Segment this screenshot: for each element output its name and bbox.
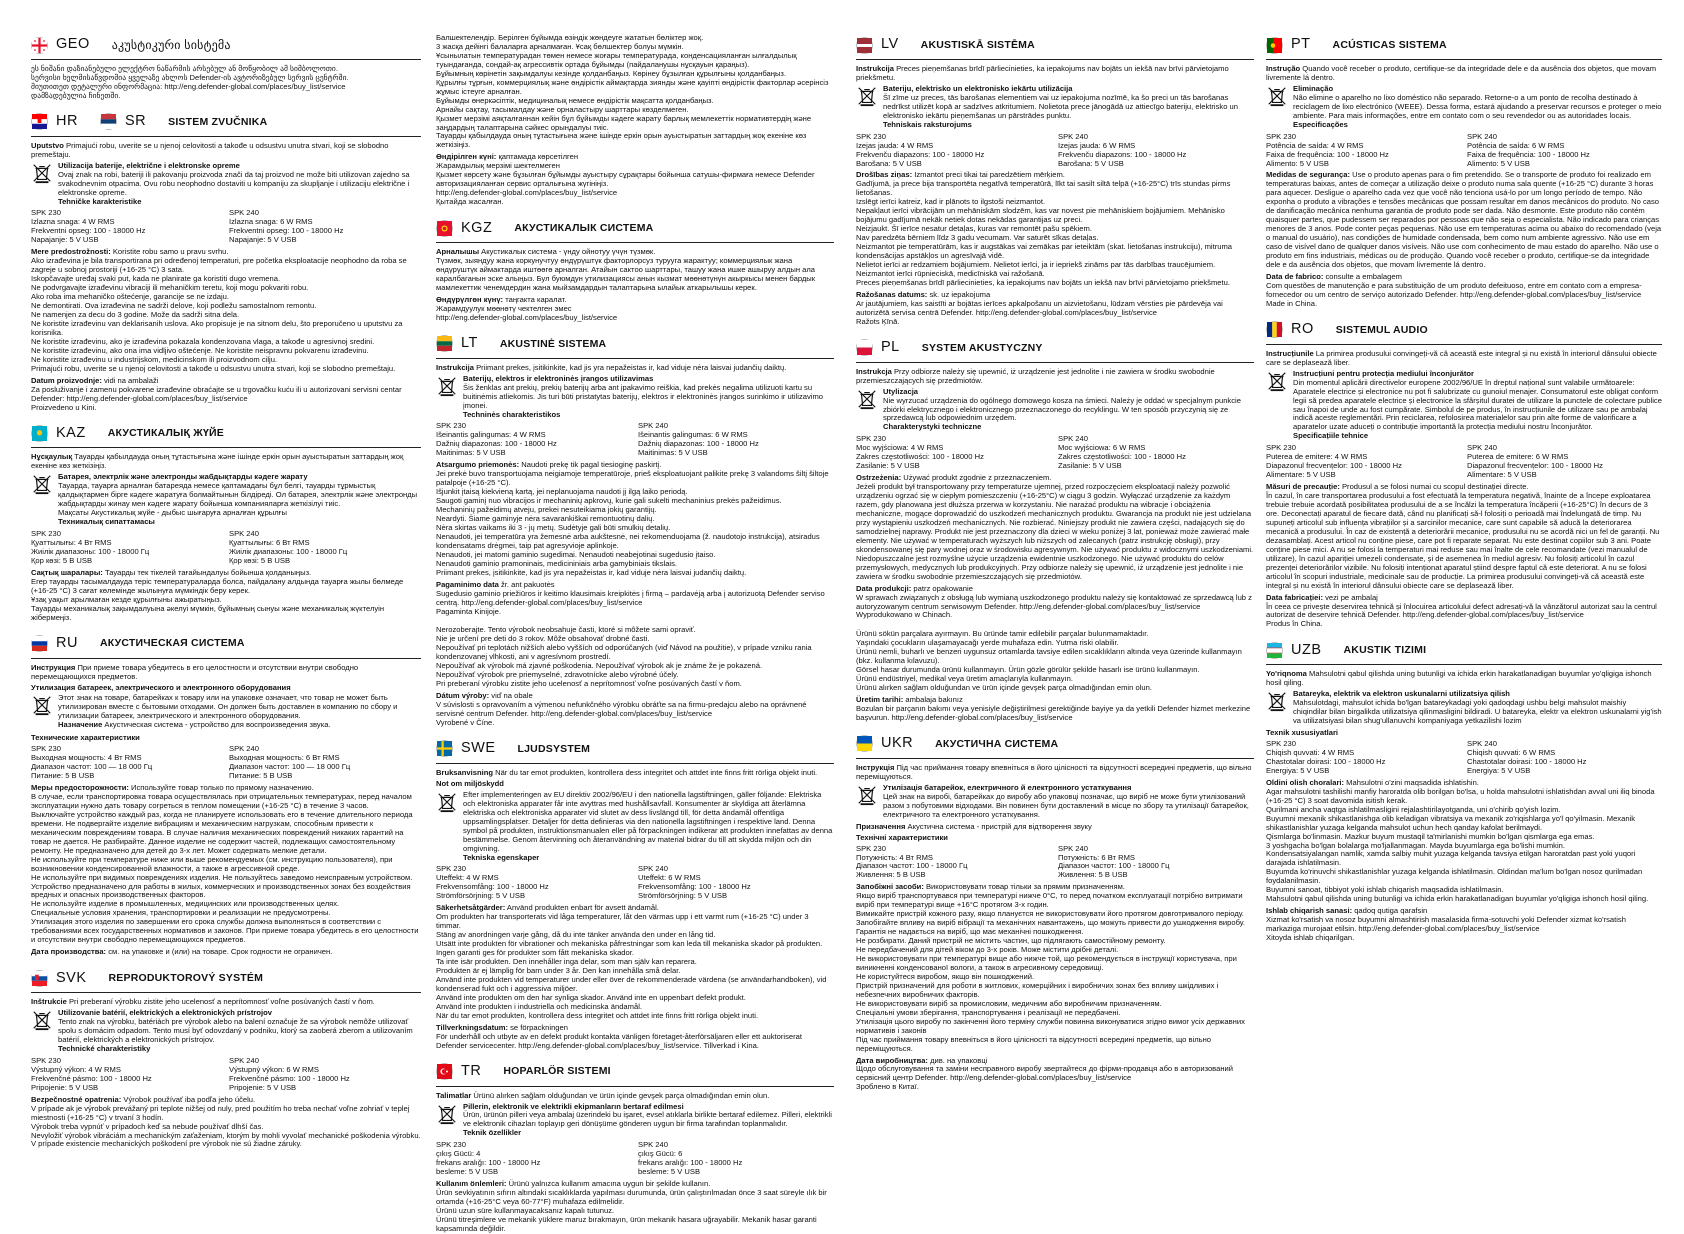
language-code: LV (881, 36, 899, 53)
language-code: SR (124, 113, 147, 130)
spec-table: SPK 230 Puterea de emitere: 4 W RMS Diapazonul frecvențelor: 100 - 18000 Hz Alimentare: 5 V USB SPK 240 Puterea de emitere: 6 W RMS Diapazonul frecvențelor: 100 - 18000 Hz Alimentare: 5 V USB (1266, 443, 1603, 480)
section-title: REPRODUKTOROVÝ SYSTÉM (108, 971, 264, 984)
safety: Säkerhetsåtgärder: Använd produkten enbart för avsett ändamål. Om produkten har transporterats vid låga temperaturer, låt den värmas upp i ett varmt rum (+16-25 °C) under 3 timmar. Stäng av anordningen varje gång, då du inte tänker använda den under en lång tid. Utsätt inte produkten för vibrationer och mekaniska påfrestningar som kan leda till mekaniska skador på produkten. Ingen garanti ges för produkter som fått mekaniska skador. Ta inte isär produkten. Den innehåller inga delar, som man själv kan reparera. Produkten är ej lämplig för barn under 3 år. Den kan innehålla små delar. Använd inte produkten vid temperaturer under eller över de rekommenderade värdena (se användarhandboken), vid kondenserad fukt och i aggressiva miljöer. Använd inte produkten om den har synliga skador. Använd inte en uppenbart defekt produkt. Använd inte produkten i industriella och medicinska ändamål. När du tar emot produkten, kontrollera dess integritet och attdet inte finns fritt rörliga objekt inuti. (436, 903, 827, 1020)
safety: Ostrzeżenia: Używać produkt zgodnie z przeznaczeniem. Jeżeli produkt był transportowany przy temperaturze ujemnej, przed rozpoczęciem eksploatacji należy pozwolić urządzeniu ogrzać się w ciepłym pomieszczeniu (+16-25°C) w ciągu 3 godzin. Wyłączać urządzenie za każdym razem, gdy planowana jest dłuższa przerwa w korzystaniu. Nie narażać produktu na wibracje i obciążenia mechaniczne, mogące doprowadzić do uszkodzeń mechanicznych produktu. Gwarancja na produkt nie jest udzielana przy wystąpieniu uszkodzeń mechanicznych. Nie rozbierać. Niniejszy produkt nie zawiera części, nadających się do samodzielnej naprawy. Produkt nie jest przeznaczony dla dzieci w wieku poniżej 3 lat, ponieważ może zawierać małe elementy. Nie używać w temperaturach wyższych lub niższych od zalecanych (patrz instrukcję obsługi), przy skondensowanej się pary wodnej oraz w środowisku agresywnym. Nie używać produktu z widocznymi uszkodzeniami. Niedopuszczalne jest rozmyślne użycie urządzenia ewidentnie uszkodzonego. Nie używać produktu do celów przemysłowych, medycznych lub produkcyjnych. Przy odbiorze należy się upewnić, iż urządzenie jest jednolite i nie zawiera w środku swobodnie przemieszczających się przedmiotów. (856, 473, 1254, 581)
language-code: PL (881, 339, 900, 356)
spec-table: SPK 230 Moc wyjściowa: 4 W RMS Zakres częstotliwości: 100 - 18000 Hz Zasilanie: 5 V USB SPK 240 Moc wyjściowa: 6 W RMS Zakres częstotliwości: 100 - 18000 Hz Zasilanie: 5 V USB (856, 434, 1186, 471)
section-header (856, 733, 1254, 759)
crossed-bin-icon (31, 473, 53, 495)
section-header (31, 967, 421, 993)
production: Өндірілген күні: қаптамада көрсетілген Жарамдылық мерзімі шектелмеген Қызмет көрсету және бұзылған бұйымды ауыстыру сұрақтары бойынша сатушы-фирмаға немесе Defender авторизацияланған сервис орталығына жүгініңіз. http://eng.defender-global.com/places/buy_list/service Қытайда жасалған. (436, 152, 815, 207)
disposal-block: Pillerin, elektronik ve elektrikli ekipmanların bertaraf edilmesi Ürün, ürünün pilleri veya ambalaj üzerindeki bu işaret, evsel atıklarla birlikte bertaraf edilemez. Pilleri, elektrikli ve elektronik cihazları toplayıp geri dönüşüme gönderen uygun bir firma tarafından toplanmalıdır. Teknik özellikler (436, 1103, 834, 1139)
georgia-flag-icon (31, 37, 48, 54)
safety: Drošības ziņas: Izmantot preci tikai tai paredzētiem mērķiem. Gadījumā, ja prece bija transportēta negatīvā temperatūrā, līkt tai sasilt siltā telpā (+16-25°C) trīs stundas pirms lietošanas. Izslēgt ierīci katreiz, kad ir plānots to ilgstoši neizmantot. Nepakļaut ierīci vibrācijām un mehāniskām slodzēm, kas var novest pie mehāniskiem bojājumiem. Mehānisko bojājumu gadījumā nekāk netiek dotas nekādas garantijas uz preci. Neizjaukt. Šī ierīce nesatur detaļas, kuras var remontēt pašu spēkiem. Nav paredzēta bērniem līdz 3 gadu vecumam. Var saturēt sīkas detaļas. Neizmantot pie temperatūrām, kas ir augstākas vai zemākas par ieteiktām (skat. lietošanas instrukciju), mitruma kondensācijas apstākļos un agresīvajā vidē. Nelietot ierīci ar redzamiem bojājumiem. Nelietot ierīci, ja ir iepriekš zināms par tās darbības traucējumiem. Neizmantot ierīci rūpnieciskā, medicīniskā vai ražošanā. Preces pieņemšanas brīdī pārliecinieties, ka iepakojums nav bojāts un iekšā nav brīvi pārvietojamo priekšmetu. (856, 170, 1233, 287)
croatia-flag-icon (31, 113, 48, 130)
disposal-block: Bateriju, elektrisko un elektronisko iekārtu utilizācija Šī zīme uz preces, tās barošanas elementiem vai uz iepakojuma nozīmē, ka šo preci un tās barošanas nedrīkst utilizēt kopā ar sadzīves atkritumiem. Nolietota prece jānogādā uz attiecīgo bateriju, elektrisko un elektronisko iekārtu pieņemšanas un pārstrādes punktu. Tehniskais raksturojums (856, 85, 1254, 130)
lithuania-flag-icon (436, 335, 453, 352)
section-title: SISTEM ZVUČNIKA (168, 115, 268, 128)
section-title: აკუსტიკური სისტემა (111, 37, 231, 52)
section-title: AKUSTIK TIZIMI (1343, 644, 1427, 657)
crossed-bin-icon (1266, 370, 1288, 392)
intro: Uputstvo Primajući robu, uverite se u njenoj celovitosti a takođe u odsustvu unutra stvari, koji se slobodno premeštaju. (31, 140, 389, 159)
intro: Нұсқаулық Тауарды қабылдауда оның тұтастығына және ішінде еркін орын ауыстыратын заттардың жоқ екеніне көз жеткізіңіз. (31, 452, 404, 471)
romania-flag-icon (1266, 321, 1283, 338)
disposal-block: Utylizacja Nie wyrzucać urządzenia do ogólnego domowego kosza na śmieci. Należy je oddać w specjalnym punkcie zbiórki elektrycznego i elektronicznego przeznaczonego do recyklingu. W ten sposób przyczynią się ze sprzedawcą lub odpowiednim urzędem. Charakterystyki techniczne (856, 388, 1254, 433)
section-title: SYSTEM AKUSTYCZNY (921, 341, 1043, 354)
sweden-flag-icon (436, 740, 453, 757)
safety: Bezpečnostné opatrenia: Výrobok používať iba podľa jeho účelu. V prípade ak je výrobok prevážaný pri teplote nižšej od nuly, pred použitím ho treba nechať voľne zohriať v teplej miestnosti (+16-25 °C) v trvaní 3 hodín. Výrobok treba vypnúť v prípadoch keď sa nebude používať dlhší čas. Nevyložiť výrobok vibráciám a mechanickým zaťaženiam, ktorým by mohli vyvolať mechanické poškodenia výrobku. V prípade existencie mechanických poškodení pre výrobok nie sú žiadne záruky. (31, 1094, 421, 1149)
uzbekistan-flag-icon (1266, 642, 1283, 659)
crossed-bin-icon (856, 388, 878, 410)
section-header (436, 738, 834, 764)
language-code: UZB (1291, 641, 1322, 658)
disposal-block: Baterijų, elektros ir elektroninės įrangos utilizavimas Šis ženklas ant prekių, prekių baterijų arba ant įpakavimo reiškia, kad prekės negalima utilizuoti kartu su buitinėmis atliekomis. Jis turi būti pristatytas baterijų, elektros ir elektroninės įrangos surinkimo ir utilizavimo įmonei. Techninės charakteristikos (436, 375, 834, 420)
specs-label: Texnik xususiyatlari (1266, 728, 1339, 738)
crossed-bin-icon (436, 1103, 458, 1125)
column-3 (856, 34, 1254, 1174)
section-title: АКУСТИКАЛЫҚ ЖҮЙЕ (107, 427, 224, 440)
section-header (436, 333, 834, 359)
section-tr (436, 1061, 834, 1234)
language-code: KAZ (56, 424, 86, 441)
language-code: TR (461, 1062, 482, 1079)
section-lt (436, 333, 834, 617)
section-geo (31, 34, 421, 101)
crossed-bin-icon (856, 784, 878, 806)
column-2 (436, 33, 834, 1233)
ukraine-flag-icon (856, 735, 873, 752)
section-kaz (31, 422, 421, 622)
section-title: ACÚSTICAS SISTEMA (1332, 38, 1447, 51)
section-header (31, 422, 421, 448)
production: Pagaminimo data žr. ant pakuotės Sugedusio gaminio priežiūros ir keitimo klausimais kreipkitės į firmą – pardavėją arba į autorizuotą Defender serviso centrą. http://eng.defender-global.com/places/buy_list/service Pagaminta Kinijoje. (436, 579, 825, 616)
intro: Інструкція Під час приймання товару впевніться в його цілісності та відсутності всередині предметів, що вільно переміщуються. (856, 762, 1252, 781)
language-code: KGZ (461, 219, 493, 236)
language-code: SVK (56, 969, 87, 986)
production: Өндүрүлгөн күнү: таңгакта каралат. Жарамдуулук мөөнөтү чектелген эмес http://eng.defender-global.com/places/buy_list/service (436, 294, 618, 322)
section-tr-continued: Ürünü sökün parçalara ayırmayın. Bu üründe tamir edilebilir parçalar bulunmamaktadır. Yaşındaki çocukların ulaşamayacağı yerde muhafaza edin. Yutma riski olabilir. Ürünü nemli, buharlı ve benzeri uygunsuz ortamlarda tavsiye edilen sıcaklıkların altında veya üzerinde kullanmayın (bkz. kullanma kılavuzu). Görsel hasar durumunda ürünü kullanmayın. Ürün gözle görülür şekilde hasarlı ise ürünü kullanmayın. Ürünü endüstriyel, medikal veya üretim amaçlarıyla kullanmayın. Ürünü alırken sağlam olduğundan ve ürün içinde gevşek parça olmadığından emin olun. Üretim tarihi: ambalaja bakınız Bozulan bir parçanın bakımı veya yenisiyle değiştirilmesi gerektiğinde bayiye ya da yetkili Defender hizmet merkezine başvurun. http://eng.defender-global.com/places/buy_list/service (856, 630, 1254, 723)
column-1 (31, 34, 421, 1174)
section-pt (1266, 34, 1662, 309)
section-title: AKUSTISKĀ SISTĒMA (920, 38, 1035, 51)
language-code: RU (56, 635, 78, 652)
section-pl (856, 337, 1254, 621)
spec-table: SPK 230 Izlazna snaga: 4 W RMS Frekventni opseg: 100 - 18000 Hz Napajanje: 5 V USB SPK 240 Izlazna snaga: 6 W RMS Frekventni opseg: 100 - 18000 Hz Napajanje: 5 V USB (31, 208, 344, 245)
crossed-bin-icon (1266, 85, 1288, 107)
spec-table: SPK 230 Қуаттылығы: 4 Вт RMS Жиілік диапазоны: 100 - 18000 Гц Қор көзі: 5 В USB SPK 240 Қуаттылығы: 6 Вт RMS Жиілік диапазоны: 100 - 18000 Гц Қор көзі: 5 В USB (31, 529, 348, 565)
safety: Atsargumo priemonės: Naudoti prekę tik pagal tiesioginę paskirtį. Jei prekė buvo transportuojama neigiamoje temperatūroje, prieš eksploatuojant palikite prekę 3 valandoms šiltį šiltoje patalpoje (+16-25 °C). Išjunkit įtaisą kiekvieną kartą, jei neplanuojama naudoti jį ilgą laiko periodą. Saugoti gaminį nuo vibracijos ir mechaninių apkrovų, kurie gali sukelti mechaninius prekės pažeidimus. Mechaninių pažeidimų atveju, prekei nesuteikiama jokių garantijų. Neardyti. Šiame gaminyje nėra savarankiškai remontuotinų dalių. Nėra skirtas vaikams iki 3 - jų metų. Sudėtyje gali būti smulkių detalių. Nenaudoti, jei temperatūra yra žemesnė arba aukštesnė, nei rekomenduojama (ž. naudotojo instrukcija), atsiradus kondensatams drėgmei, taip pat agresyvioje aplinkoje. Nenaudoti, jei matomi gaminio sugedimai. Nenaudoti neabejotinai sugedusio įtaiso. Nenaudoti gaminio pramoninais, medicininiais arba gamybiniais tikslais. Priimant prekes, įsitikinkite, kad jis yra nepažeistas ir, kad viduje nėra laisvai judančių daiktų. (436, 460, 829, 577)
production: Ražošanas datums: sk. uz iepakojuma Ar jautājumiem, kas saistīti ar bojātas ierīces apkalpošanu un aizvietošanu, lūdzam vērsties pie pārdevēja vai autorizētā servisa centrā Defender. http://eng.defender-global.com/places/buy_list/service Ražots Ķīnā. (856, 289, 1223, 326)
crossed-bin-icon (856, 85, 878, 107)
safety: Kullanım önlemleri: Ürünü yalnızca kullanım amacına uygun bir şekilde kullanın. Ürün sevkiyatının sıfırın altındaki sıcaklıklarda yapılması durumunda, ürün çalıştırılmadan önce 3 saat süreyle ılık bir ortamda (+16-25°C veya 60-77°F) muhafaza edilmelidir. Ürünü uzun süre kullanmayacaksanız kapalı tutunuz. Ürünü titreşimlere ve mekanik yüklere maruz bırakmayın, ürün mekanik hasara uğrayabilir. Mekanik hasar garanti kapsamında değildir. (436, 1179, 827, 1233)
production: Üretim tarihi: ambalaja bakınız Bozulan bir parçanın bakımı veya yenisiyle değiştirilmesi gerektiğinde bayiye ya da yetkili Defender hizmet merkezine başvurun. http://eng.defender-global.com/places/buy_list/service (856, 695, 1251, 722)
crossed-bin-icon (31, 1009, 53, 1031)
portugal-flag-icon (1266, 37, 1283, 54)
safety: Măsuri de precauție: Produsul a se folosi numai cu scopul destinației directe. În cazul, în care transportarea produsului a fost efectuată la temperatura negativă, înainte de a începe exploatarea trebuie trebuie acordată posibilitatea produsului de a se încălzi la temperatura încăperii (+16-25°C) în decurs de 3 ore. Deconectați aparatul de fiecare dată, când nu planificați să-l folosiți o perioadă mai îndelungată de timp. Nu supuneți articolul sub influența vibrațiilor și a sarcinilor mecanice, care sunt capabile să aducă la deteriorarea mecanică a produsului. În caz de existență a deteriorării mecanice, produsului nu se acordă nici un fel de garanții. Nu dezasamblați. Acest articol nu conține piese, care pot fi reparate separat. Nu este destinat copiilor sub 3 ani. Poate conține piese mici. A nu se folosi la temperaturi mai reduse sau mai înalte de cele recomandate (vezi manualul de utilizare), în cazul apariției umezeli condensate, și de asemenea în mediul agresiv. Nu folosiți articolul în cazul prezenței deteriorărilor vizibile. Nu folosiți intenționat aparatul știind despre faptul că este deteriorat. A nu se folosi articolul în scopuri industriale, medicinale sau de producție. La primirea produsului convingeți-vă că această este integral și nu există în interiorul dânsului obiecte care se deplasează liber. (1266, 482, 1660, 590)
language-code: LT (461, 335, 478, 352)
crossed-bin-icon (436, 375, 458, 397)
spec-table: SPK 230 Išeinantis galingumas: 4 W RMS Dažnių diapazonas: 100 - 18000 Hz Maitinimas: 5 V USB SPK 240 Išeinantis galingumas: 6 W RMS Dažnių diapazonas: 100 - 18000 Hz Maitinimas: 5 V USB (436, 421, 759, 458)
section-header (856, 337, 1254, 363)
purpose: Призначення Акустична система - пристрій для відтворення звуку (856, 821, 1092, 831)
disposal-block: Utilizacija baterije, električne i elektronske opreme Ovaj znak na robi, bateriji ili pakovanju proizvoda znači da taj proizvod ne može biti utilizovan zajedno sa svakodnevnim otpacima. Ovu robu neophodno dostaviti u kompaniju za skupljanje i utilizaciju električne i elektronske opreme. Tehničke karakteristike (31, 162, 421, 207)
production: Dátum výroby: viď na obale V súvislosti s opravovaním a výmenou nefunkčného výrobku obráťte sa na firmu-predajcu alebo na oprávnené servisné centrum Defender. http://eng.defender-global.com/places/buy_list/service Vyrobené v Číne. (436, 691, 807, 727)
intro: Instrukcja Przy odbiorze należy się upewnić, iż urządzenie jest jednolite i nie zawiera w środku swobodnie przemieszczających się przedmiotów. (856, 366, 1215, 385)
disposal-block: Efter implementeringen av EU direktiv 2002/96/EU i den nationella lagstiftningen, gäller följande: Elektriska och elektroniska apparater får inte avyttras med hushållsavfall. Konsumenter är skyldiga att återlämna elektriska och elektroniska apparater vid slutet av dess livslängd till, för detta ändamål offentliga uppsamlingsplatser. Detaljer för detta definieras via den nationella lagstiftningen i respektive land. Denna symbol på produkten, instruktionsmanualen eller på förpackningen indikerar att produkten innefattas av denna bestämmelse. Genom återvinning och återanvändning av material bidrar du till att skydda miljön och din omgivning. Tekniska egenskaper (436, 791, 834, 863)
language-code: HR (56, 113, 78, 130)
language-code: PT (1291, 36, 1311, 53)
section-ukr (856, 733, 1254, 1092)
section-title: HOPARLÖR SISTEMI (503, 1065, 611, 1078)
production: Data fabricației: vezi pe ambalaj În ceea ce privește deservirea tehnică și înlocuirea articolului defect adresați-vă la vânzătorul autorizat sau la centrul autorizat de deservire tehnică Defender. http://eng.defender-global.com/places/buy_list/service Produs în China. (1266, 592, 1657, 629)
language-code: UKR (881, 735, 914, 752)
disposal-block: Eliminação Não elimine o aparelho no lixo doméstico não separado. Retorne-o a um ponto de recolha destinado à reciclagem de lixo electrónico (WEEE). Dessa forma, estará ajudando a preservar recursos e proteger o meio ambiente. Para mais informações, entre em contato com o seu revendedor ou as autoridades locais. Especificações (1266, 85, 1662, 130)
crossed-bin-icon (436, 791, 458, 813)
section-title: АКУСТИКАЛЫК СИСТЕМА (514, 221, 654, 234)
disposal-block: Батарея, электрлік және электронды жабдықтарды кәдеге жарату Тауарда, тауарға арналған батареяда немесе қаптамадағы бұл белгі, тауарды тұрмыстық қалдықтармен бірге кәдеге жаратуға болмайтынын білдіреді. Ол батарея, электрлік және электронды жабдықтарды жинау мен кәдеге жарату бойынша компанияларға жеткізілуі тиіс. Мақсаты Акустикалық жүйе - дыбыс шығаруға арналған құрылғы Техникалық сипаттамасы (31, 473, 421, 527)
section-header (31, 34, 421, 60)
language-code: GEO (56, 36, 90, 53)
section-header (856, 34, 1254, 60)
safety: Oldini olish choralari: Mahsulotni o'zini maqsadida ishlatishin. Agar mahsulotni tashilishi manfiy haroratda olib borilgan bo'lsa, u holda mahsulotni ishlatishdan avval uni iliq binoda (+16-25 °C) 3 soat davomida isitish kerak. Qurilmani ancha vaqtga ishlatilmasligini rejalashtirilayotganda, uni o'chirib qo'yish lozim. Buyumni mexanik shikastlanishga olib keladigan vibratsiya va mexanik zo'riqishlarga yo'l qo'yilmasin. Mexanik shikastlanishlar yuzaga kelganda mahsulot uchun hech qanday kafolat berilmaydi. Qismlarga bo'linmasin. Mazkur buyum mustaqil ta'mirlanishi mumkin bo'lgan qismlarga ega emas. 3 yoshgacha bo'lgan bolalarga mo'ljallanmagan. Mayda buyumlarga ega bo'lishi mumkin. Kondensatsiyalangan namlik, xamda salbiy muhit yuzaga kelganda tavsiya etilgan haroratdan past yoki yuqori darajada ishlatilmasin. Buyumda ko'rinuvchi shikastlanishlar yuzaga kelganda ishlatilmasin. Oldindan ma'lum bo'lgan nosoz qurilmadan foydalanilmasin. Buyumni sanoat, tibbiyot yoki ishlab chiqarish maqsadida ishlatilmasin. Mahsulotni qabul qilishda uning butunligi va ichida erkin harakatlanadigan buyumlar yo'qligiga ishonch hosil qiling. (1266, 777, 1655, 904)
kazakhstan-flag-icon (31, 425, 48, 442)
production: Datum proizvodnje: vidi na ambalaži Za posluživanje i zamenu pokvarene izrađevine obraćajte se u trgovačku kuću ili u autorizovani servisni centar Defender: http://eng.defender-global.com/places/buy_list/service Proizvedeno u Kini. (31, 375, 402, 412)
spec-table: SPK 230 Izejas jauda: 4 W RMS Frekvenču diapazons: 100 - 18000 Hz Barošana: 5 V USB SPK 240 Izejas jauda: 6 W RMS Frekvenču diapazons: 100 - 18000 Hz Barošana: 5 V USB (856, 131, 1187, 168)
section-header (1266, 639, 1662, 665)
disposal-block: Utilizovanie batérií, elektrických a elektronických prístrojov Tento znak na výrobku, batériách pre výrobok alebo na balení označuje že sa výrobok nemôže utilizovať spolu s domácim odpadom. Tento musí byť odovzdaný v podniku, ktorý sa zaoberá zberom a utilizovaním batérií, elektrických a elektronických prístrojov. Technické charakteristiky (31, 1009, 421, 1054)
section-ro (1266, 319, 1662, 630)
intro: Арналышы Акустикалык система - үнду ойнотуу үчүн түзмөк. Түзмөк, зыяндуу жана коркунучтуу өндүрүштүк факторлорсуз турууга жарактуу; коммерциялык жана өндүрүштүк аймактарда иштөөгө арналган. Атайын сактоо шарттары, ташуу жана ишке ашыруу алдын ала каралбаганын эске алыңыз. Бул буюмдун утилизациясы анын кызмат мөөнөтүнүн акыркысы менен бардык мамлекеттик ченемдердин жана мыйзамдардын талаптарына ылайык аткарылышы керек. (436, 247, 816, 292)
crossed-bin-icon (1266, 690, 1288, 712)
section-ru (31, 633, 421, 958)
production: Tillverkningsdatum: se förpackningen För underhåll och utbyte av en defekt produkt kontakta vänligen företaget-återförsäljaren eller ett auktoriserat Defender servicecenter. http://eng.defender-global.com/places/buy_list/service. Tillverkad i Kina. (436, 1022, 802, 1050)
crossed-bin-icon (31, 694, 53, 716)
kyrgyzstan-flag-icon (436, 220, 453, 237)
spec-table: SPK 230 Выходная мощность: 4 Вт RMS Диапазон частот: 100 — 18 000 Гц Питание: 5 В USB SPK 240 Выходная мощность: 6 Вт RMS Диапазон частот: 100 — 18 000 Гц Питание: 5 В USB (31, 744, 351, 781)
disposal-block: Утилізація батарейок, електричного й електронного устаткування Цей знак на виробі, батарейках до виробу або упаковці позначає, що виріб не може бути утилізований разом з побутовими відходами. Він повинен бути доставлений в місце по збору та утилізації батарейок, електричного та електронного устаткування. (856, 784, 1254, 820)
disposal-block: Batareyka, elektrik va elektron uskunalarni utilizatsiya qilish Mahsulotdagi, mahsulot ichida bo'lgan batareykadagi yoki qadoqdagi ushbu belgi mahsulot maishiy chiqindilar bilan birgalikda utilizatsiya qilinmasligini bildiradi. U batareyka, elektr va elektron uskunalarni yig'ish va utilizatsiyasi bilan shug'ullanuvchi kompaniyaga yetkazilishi lozim (1266, 690, 1662, 726)
language-code: RO (1291, 321, 1314, 338)
section-title: АКУСТИЧЕСКАЯ СИСТЕМА (99, 637, 245, 650)
section-kgz (436, 217, 834, 323)
spec-table: SPK 230 Потужність: 4 Вт RMS Діапазон частот: 100 - 18000 Гц Живлення: 5 В USB SPK 240 Потужність: 6 Вт RMS Діапазон частот: 100 - 18000 Гц Живлення: 5 В USB (856, 843, 1170, 880)
section-title: SISTEMUL AUDIO (1335, 323, 1428, 336)
disposal-title: Not om miljöskydd (436, 778, 504, 788)
specs-label: Технічні характеристики (856, 832, 948, 842)
intro: Yo'riqnoma Mahsulotni qabul qilishda uning butunligi va ichida erkin harakatlanadigan buyumlar yo'qligiga ishonch hosil qiling. (1266, 669, 1652, 688)
safety: Сақтық шаралары: Тауарды тек тікелей тағайындалуы бойынша қолданыңыз. Егер тауарды тасымалдауда теріс температураларда болса, пайдалану алдында тауарға жылы бөлмеде (+16-25 °C) 3 сағат көлемінде жылынуға мүмкіндік беру керек. Ұзақ уақыт арылмаған кезде құрылғыны ажыратыңыз. Тауарды механикалық зақымдалуына әкелуі мүмкін, бұйымның сынуы және механикалық жүктелуін жібермеңіз. (31, 567, 404, 622)
production: Дата виробництва: див. на упаковці Щодо обслуговування та заміни несправного виробу звертайтеся до фірми-продавця або в авторизований сервісний центр Defender. http://eng.defender-global.com/places/buy_list/service Зроблено в Китаї. (856, 1055, 1234, 1092)
language-code: SWE (461, 740, 496, 757)
disposal-title: Утилизация батареек, электрического и электронного оборудования (31, 682, 291, 692)
spec-table: SPK 230 Chiqish quvvati: 4 W RMS Chastotalar doirasi: 100 - 18000 Hz Energiya: 5 V USB SPK 240 Chiqish quvvati: 6 W RMS Chastotalar doirasi: 100 - 18000 Hz Energiya: 5 V USB (1266, 739, 1587, 775)
spec-table: SPK 230 Uteffekt: 4 W RMS Frekvensomfång: 100 - 18000 Hz Strömförsörjning: 5 V USB SPK 240 Uteffekt: 6 W RMS Frekvensomfång: 100 - 18000 Hz Strömförsörjning: 5 V USB (436, 864, 751, 901)
safety: Medidas de segurança: Use o produto apenas para o fim pretendido. Se o transporte de produto foi realizado em temperaturas baixas, antes de começar a utilização deixe o produto numa sala quente (+16-25 °C) durante 3 horas para aquecer. Desligue o aparelho cada vez que você não tenciona usá-lo por um longo período de tempo. Não exponha o produto a vibrações e tensões mecânicas que possam resultar em danos mecânicos do produto. No caso de danificação mecânica nenhuma garantia de produto pode ser dada. Não desmonte. Este produto não contém quaisquer partes, que pudessem ser reparados por pessoas que não seja o especialista. Não indicado para crianças menores de 3 anos. Pode conter peças pequenas. Não use em temperaturas acima ou abaixo do recomendado (veja o manual do usuário), nas condições de humidade condensada, bem como num ambiente agressivo. Não use em caso de visível dano de qualquer danos visíveis. Não use com conhecimento de mau estado do aparelho. Não use o produto em fins industriais, médicas ou de produção. Quando você receber o produto, certifique-se da integridade dele e da ausência dos objetos, que movam livremente lá dentro. (1266, 170, 1662, 270)
section-hr (31, 111, 421, 413)
production: Data produkcji: patrz opakowanie W sprawach związanych z obsługą lub wymianą uszkodzonego produktu należy się kontaktować ze sprzedawcą lub z autoryzowanym centrum serwisowym Defender. http://eng.defender-global.com/places/buy_list/service Wyprodukowano w Chinach. (856, 583, 1252, 620)
section-swe (436, 738, 834, 1051)
latvia-flag-icon (856, 37, 873, 54)
safety: Запобіжні засоби: Використовувати товар тільки за прямим призначенням. Якщо виріб транспортувався при температурі нижче 0°С, то перед початком експлуатації потрібно витримати виріб при температурі вище +16°С протягом 3-х годин. Вимикайте пристрій кожного разу, якщо плануєтся не використовувати його протягом довготривалого періоду. Запобігайте впливу на виріб вібрації та механічних навантажень, що можуть привести до ушкодження виробу. Гарантія не надається на виріб, що має механічні пошкодження. Не розбирати. Даний пристрій не містить частин, що підлягають самостійному ремонту. Не передбачений для дітей віком до 3-х років. Може містити дрібні деталі. Не використовувати при температурі вище або нижче той, що рекомендується в інструкції користувача, при виникненні конденсованої вологи, а також в агресивному середовищі. Не користуйтеся виробом, якщо він пошкоджений. Пристрій призначений для роботи в житлових, комерційних і виробничих зонах без впливу шкідливих і небезпечних виробничих факторів. Не використовувати виріб за промисловим, медичним або виробничим призначенням. Спеціальні умови зберігання, транспортування і реалізації не передбачені. Утилізація цього виробу по закінченні його терміну служби повинна виконуватися згідно вимог усіх державних нормативів і законів Під час приймання товару впевніться в його цілісності та відсутності всередині предметів, що вільно переміщуються. (856, 882, 1245, 1053)
intro: Inštrukcie Pri preberaní výrobku zistite jeho ucelenosť a neprítomnosť voľne posúvaných častí v ňom. (31, 997, 375, 1007)
section-lv (856, 34, 1254, 327)
column-4 (1266, 34, 1662, 1174)
intro: Instrucțiunile La primirea produsului convingeți-vă că această este integral și nu există în interiorul dânsului obiecte care se deplasează liber. (1266, 348, 1657, 367)
serbia-flag-icon (100, 113, 117, 130)
section-header (31, 633, 421, 659)
turkey-flag-icon (436, 1063, 453, 1080)
crossed-bin-icon (31, 162, 53, 184)
spec-table: SPK 230 Potência de saída: 4 W RMS Faixa de frequência: 100 - 18000 Hz Alimento: 5 V USB SPK 240 Potência de saída: 6 W RMS Faixa de frequência: 100 - 18000 Hz Alimento: 5 V USB (1266, 131, 1590, 168)
specs-label: Технические характеристики (31, 733, 140, 743)
geo-body: ეს ნიშანი დაზიანებული ელექტრო ნაწარმის არსებულ ან მოწყობილ ამ სიმბოლოთი. სერვისი ხელმისაწვდომია ყველაზე ახლოს Defender-ის ავტორიზებულ სერვის ცენტრში. მიუთითეთ დეტალური ინფორმაცია: http://eng.defender-global.com/places/buy_list/service დამზადებულია ჩინეთში. (31, 64, 349, 100)
intro: Инструкция При приеме товара убедитесь в его целостности и отсутствии внутри свободно перемещающихся предметов. (31, 662, 359, 681)
production: Дата производства: см. на упаковке и (или) на товаре. Срок годности не ограничен. (31, 947, 333, 957)
section-header (436, 217, 834, 243)
section-header (1266, 319, 1662, 345)
safety: Mere predostrožnosti: Koristite robu samo u pravu svrhu. Ako izrađevina je bila transportirana pri određenoj temperaturi, pre početka eksploatacije neophodno da roba se zagreje u sobnoj prostoriji (+16-25 °C) 3 sata. Iskopčavajte uređaj svaki put, kada ne planirate ga koristiti dugo vremena. Ne podvrgavajte izrađevinu vibraciji ili mehaničkim teretu, koji mogu pokvariti robu. Ako roba ima mehaničko oštećenje, garancije se ne izdaju. Ne demontirati. Ova izrađevina ne sadrži delove, koji podležu samostalnom remontu. Ne namenjen za decu do 3 godine. Može da sadrži sitna dela. Ne koristite izrađevinu van deklarisanih uslova. Ako propisuje je na sitnom delu, što preporučeno u uputstvu za korisnika. Ne koristite izrađevinu, ako je izrađevina pokazala kondenzovana vlaga, a takođe u agresivnoj sredini. Ne koristite izrađevinu, ako ona ima vidljivo oštećenje. Ne koristite neispravnu pokvarenu izrađevinu. Ne koristite izrađevinu u industrijskom, medicinskom ili proizvodnom cilju. Primajući robu, uverite se u njenoj celovitosti a takođe u odsustvu unutra stvari, koji se slobodno premeštaju. (31, 247, 407, 373)
section-title: AKUSTINĖ SISTEMA (499, 337, 607, 350)
section-header (31, 111, 421, 137)
disposal-block: Этот знак на товаре, батарейках к товару или на упаковке означает, что товар не может быть утилизирован вместе с бытовыми отходами. Он должен быть доставлен в компанию по сбору и утилизации батареек, электрического и электронного оборудования. Назначение Акустическая система - устройство для воспроизведения звука. (31, 694, 421, 730)
section-svk-continued: Nerozoberajte. Tento výrobok neobsahuje časti, ktoré si môžete sami opraviť. Nie je určení pre deti do 3 rokov. Môže obsahovať drobné časti. Nepoužívať pri teplotách nižších alebo vyšších od odporúčaných (viď Návod na použitie), v prípade vzniku rania kondenzovanej vlhkosti, ani v agresívnom prostredí. Nepoužívať ak výrobok má zjavné poškodenia. Nepoužívať výrobok ak je známe že je pokazená. Nepoužívať výrobok pre priemyselné, zdravotnícke alebo výrobné účely. Pri preberaní výrobku zistite jeho ucelenosť a neprítomnosť voľne posúvaných častí v ňom. Dátum výroby: viď na obale V súvislosti s opravovaním a výmenou nefunkčného výrobku obráťte sa na firmu-predajcu alebo na oprávnené servisné centrum Defender. http://eng.defender-global.com/places/buy_list/service Vyrobené v Číne. (436, 626, 834, 727)
intro: Instrukcija Preces pieņemšanas brīdī pārliecinieties, ka iepakojums nav bojāts un iekšā nav brīvi pārvietojamo priekšmetu. (856, 64, 1229, 82)
section-uzb (1266, 639, 1662, 943)
slovakia-flag-icon (31, 970, 48, 987)
poland-flag-icon (856, 339, 873, 356)
intro: Instrukcija Priimant prekes, įsitikinkite, kad jis yra nepažeistas ir, kad viduje nėra laisvai judančių daiktų. (436, 362, 787, 372)
intro: Instrução Quando você receber o produto, certifique-se da integridade dele e da ausência dos objetos, que movam livremente lá dentro. (1266, 64, 1657, 82)
russia-flag-icon (31, 635, 48, 652)
section-title: АКУСТИЧНА СИСТЕМА (935, 737, 1059, 750)
intro: Talimatlar Ürünü alırken sağlam olduğundan ve ürün içinde gevşek parça olmadığından emin olun. (436, 1090, 770, 1100)
intro: Bruksanvisning När du tar emot produkten, kontrollera dess integritet och attdet inte finns fritt rörliga objekt inuti. (436, 767, 818, 777)
safety: Меры предосторожности: Используйте товар только по прямому назначению. В случае, если транспортировка товара осуществлялась при отрицательных температурах, перед началом эксплуатации нужно дать товару согреться в теплом помещении (+16-25 °C) в течение 3 часов. Выключайте устройство каждый раз, когда не планируете использовать его в течение длительного периода времени. Не подвергайте изделие вибрациям и механическим нагрузкам, способным привести к механическим повреждениям товара. В случае наличия механических повреждений никаких гарантий на товар не дается. Не разбирайте. Данное изделие не содержит частей, подлежащих самостоятельному ремонту. Не предназначено для детей до 3-х лет. Может содержать мелкие детали. Не используйте при температуре ниже или выше рекомендуемых (см. инструкцию пользователя), при возникновении конденсированной влажности, а также в агрессивной среде. Не используйте при видимых повреждениях изделия. Не пользуйтесь заведомо неисправным устройством. Устройство предназначено для работы в жилых, коммерческих и производственных зонах без воздействия вредных и опасных производственных факторов. Не используйте изделие в промышленных, медицинских или производственных целях. Специальные условия хранения, транспортировки и реализации не предусмотрены. Утилизация этого изделия по завершении его срока службы должна выполняться в соответствии с требованиями всех государственных нормативов и законов. При приеме товара убедитесь в его целостности и отсутствии внутри свободно перемещающихся предметов. (31, 783, 419, 945)
production: Data de fabrico: consulte a embalagem Com questões de manutenção e para substituição de um produto defeituoso, entre em contato com a empresa-fornecedor ou um centro de serviço autorizado Defender. http://eng.defender-global.com/places/buy_list/service Made in China. (1266, 271, 1642, 308)
spec-table: SPK 230 Výstupný výkon: 4 W RMS Frekvenčné pásmo: 100 - 18000 Hz Pripojenie: 5 V USB SPK 240 Výstupný výkon: 6 W RMS Frekvenčné pásmo: 100 - 18000 Hz Pripojenie: 5 V USB (31, 1055, 350, 1092)
spec-table: SPK 230 çıkış Gücü: 4 frekans aralığı: 100 - 18000 Hz besleme: 5 V USB SPK 240 çıkış Gücü: 6 frekans aralığı: 100 - 18000 Hz besleme: 5 V USB (436, 1140, 743, 1177)
section-title: LJUDSYSTEM (517, 742, 591, 755)
section-kaz-continued: Балшектелендір. Берілген бұйымда өзіндік жөндеуге жататын бөліктер жоқ. 3 жасқа дейінгі балаларға арналмаған. Ұсақ бөлшектер болуы мүмкін. Ұсынылатын температурадан төмен немесе жоғары температурада, конденсацияланған ылғалдылық туындағанда, сондай-ақ агрессивтік ортада бұйымды (пайдаланушы нұсқауын қараңыз). Бұйымның көрінетін зақымдалуы кезінде қолданбаңыз. Көрінеу бұзылған құрылғыны қолданбаңыз. Құрылғы тұрғын, коммерциялық және өндірістік аймақтарда зиянды және қауіпті өндірістік факторлар әсерінсіз жұмыс істеуге арналған. Бұйымды өнеркәсіптік, медициналық немесе өндірістік мақсатта қолданбаңыз. Арнайы сақтау, тасымалдау және орналастыру шарттары көзделмеген. Қызмет мерзімі аяқталғаннан кейін бұл бұйымды кәдеге жарату барлық мемлекеттік нормативтердің және заңдардың талаптарына сәйкес орындалуы тиіс. Тауарды қабылдауда оның тұтастығына және ішінде еркін орын ауыстыратын заттардың жоқ екеніне көз жеткізіңіз. Өндірілген күні: қаптамада көрсетілген Жарамдылық мерзімі шектелмеген Қызмет көрсету және бұзылған бұйымды ауыстыру сұрақтары бойынша сатушы-фирмаға немесе Defender авторизацияланған сервис орталығына жүгініңіз. http://eng.defender-global.com/places/buy_list/service Қытайда жасалған. (436, 34, 834, 207)
disposal-block: Instrucțiuni pentru protecția mediului înconjurător Din momentul aplicării directivelor europene 2002/96/UE în dreptul național sunt valabile următoarele: Aparatele electrice și electronice nu pot fi salubrizate cu gunoiul menajer. Consumatorul este obligat conform legii să predea aparatele electrice și electronice la sfârșitul duratei de utilizare la punctele de colectare publice sau înapoi de unde au fost cumpărate. Simbolul de pe produs, în instrucțiunile de utilizare sau pe ambalaj indică aceste reglementări. Prin reciclarea, refolosirea materialelor sau prin alte forme de valorificare a aparatelor uzate aduceți o contribuție importantă la protecția mediului nostru înconjurător. Specificațiile tehnice (1266, 370, 1662, 442)
production: Ishlab chiqarish sanasi: qadoq qutiga qarafsin Xizmat ko'rsatish va nosoz buyumni almashtirish masalasida firma-sotuvchi yoki Defender xizmat ko'rsatish markaziga murojaat etilsin. http://eng.defender-global.com/places/buy_list/service Xitoyda ishlab chiqarilgan. (1266, 906, 1626, 943)
section-header (1266, 34, 1662, 60)
section-header (436, 1061, 834, 1087)
section-svk (31, 967, 421, 1149)
